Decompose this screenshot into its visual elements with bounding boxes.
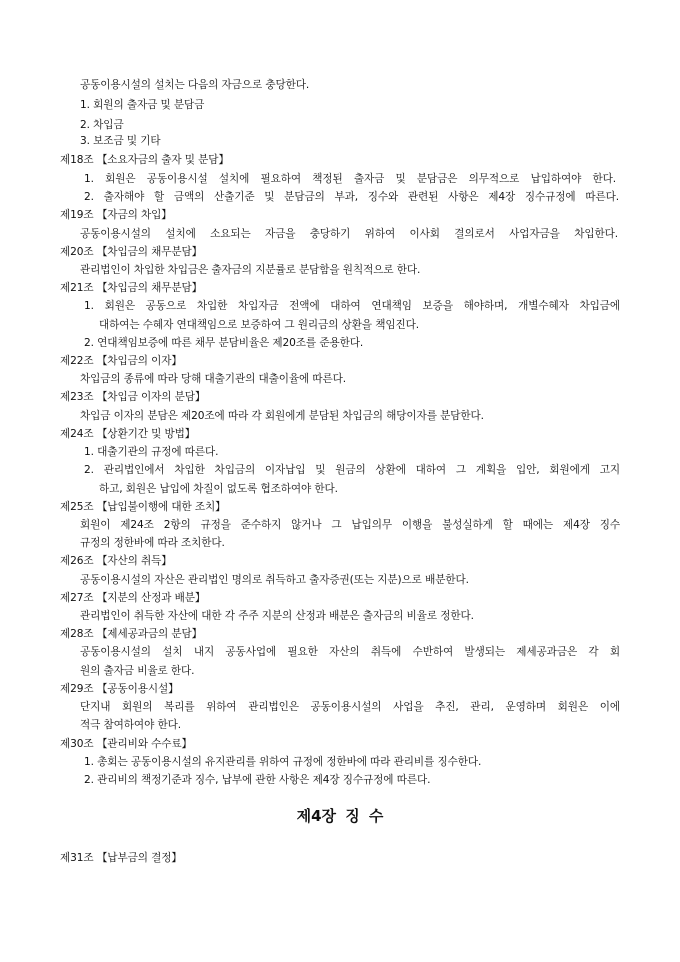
article-heading: 제24조 【상환기간 및 방법】 (60, 428, 196, 440)
text-line: 공동이용시설의 설치는 다음의 자금으로 충당한다. (80, 79, 310, 91)
text-line: 회원이 제24조 2항의 규정을 준수하지 않거나 그 납입의무 이행을 불성실하게 할 때에는 제4장 징수 (80, 519, 620, 531)
text-line: 1. 회원은 공동이용시설 설치에 필요하여 책정된 출자금 및 분담금은 의무적으로 납입하여야 한다. (84, 173, 616, 185)
text-line: 공동이용시설의 설치 내지 공동사업에 필요한 자산의 취득에 수반하여 발생되는 제세공과금은 각 회 (80, 646, 620, 658)
text-line: 차입금 이자의 분담은 제20조에 따라 각 회원에게 분담된 차입금의 해당이자를 분담한다. (80, 410, 484, 422)
text-line: 대하여는 수혜자 연대책임으로 보증하여 그 원리금의 상환을 책임진다. (99, 319, 420, 331)
article-heading: 제22조 【차입금의 이자】 (60, 355, 182, 367)
text-line: 3. 보조금 및 기타 (80, 135, 161, 147)
text-line: 하고, 회원은 납입에 차질이 없도록 협조하여야 한다. (99, 483, 338, 495)
text-line: 1. 대출기관의 규정에 따른다. (84, 446, 219, 458)
text-line: 관리법인이 차입한 차입금은 출자금의 지분률로 분담함을 원칙적으로 한다. (80, 264, 421, 276)
article-heading: 제20조 【차입금의 채무분담】 (60, 246, 203, 258)
article-heading: 제25조 【납입불이행에 대한 조치】 (60, 501, 226, 513)
text-line: 적극 참여하여야 한다. (80, 719, 182, 731)
article-heading: 제29조 【공동이용시설】 (60, 683, 179, 695)
article-heading: 제23조 【차입금 이자의 분담】 (60, 391, 206, 403)
text-line: 2. 출자해야 할 금액의 산출기준 및 분담금의 부과, 징수와 관련된 사항은 제4장 징수규정에 따른다. (84, 191, 619, 203)
article-heading: 제18조 【소요자금의 출자 및 분담】 (60, 154, 229, 166)
text-line: 공동이용시설의 설치에 소요되는 자금을 충당하기 위하여 이사회 결의로서 사업자금을 차입한다. (80, 228, 618, 240)
text-line: 공동이용시설의 자산은 관리법인 명의로 취득하고 출자증권(또는 지분)으로 배분한다. (80, 574, 469, 586)
text-line: 1. 회원은 공동으로 차입한 차입자금 전액에 대하여 연대책임 보증을 해야하며, 개별수혜자 차입금에 (84, 300, 620, 312)
text-line: 차입금의 종류에 따라 당해 대출기관의 대출이율에 따른다. (80, 373, 347, 385)
article-heading: 제27조 【지분의 산정과 배분】 (60, 592, 206, 604)
article-heading: 제26조 【자산의 취득】 (60, 555, 172, 567)
article-heading: 제21조 【차입금의 채무분담】 (60, 282, 203, 294)
text-line: 관리법인이 취득한 자산에 대한 각 주주 지분의 산정과 배분은 출자금의 비율로 정한다. (80, 610, 474, 622)
text-line: 2. 연대책임보증에 따른 채무 분담비율은 제20조를 준용한다. (84, 337, 364, 349)
article-heading: 제19조 【자금의 차입】 (60, 209, 172, 221)
text-line: 1. 총회는 공동이용시설의 유지관리를 위하여 규정에 정한바에 따라 관리비를 징수한다. (84, 756, 482, 768)
article-heading: 제31조 【납부금의 결정】 (60, 852, 182, 864)
text-line: 1. 회원의 출자금 및 분담금 (80, 99, 205, 111)
text-line: 2. 차입금 (80, 119, 124, 131)
text-line: 2. 관리법인에서 차입한 차입금의 이자납입 및 원금의 상환에 대하여 그 계획을 입안, 회원에게 고지 (84, 464, 620, 476)
text-line: 2. 관리비의 책정기준과 징수, 납부에 관한 사항은 제4장 징수규정에 따른다. (84, 774, 431, 786)
text-line: 원의 출자금 비율로 한다. (80, 665, 195, 677)
text-line: 단지내 회원의 복리를 위하여 관리법인은 공동이용시설의 사업을 추진, 관리, 운영하며 회원은 이에 (80, 701, 620, 713)
article-heading: 제30조 【관리비와 수수료】 (60, 738, 193, 750)
article-heading: 제28조 【제세공과금의 분담】 (60, 628, 203, 640)
text-line: 규정의 정한바에 따라 조치한다. (80, 537, 225, 549)
chapter-title: 제4장 징 수 (296, 807, 384, 825)
